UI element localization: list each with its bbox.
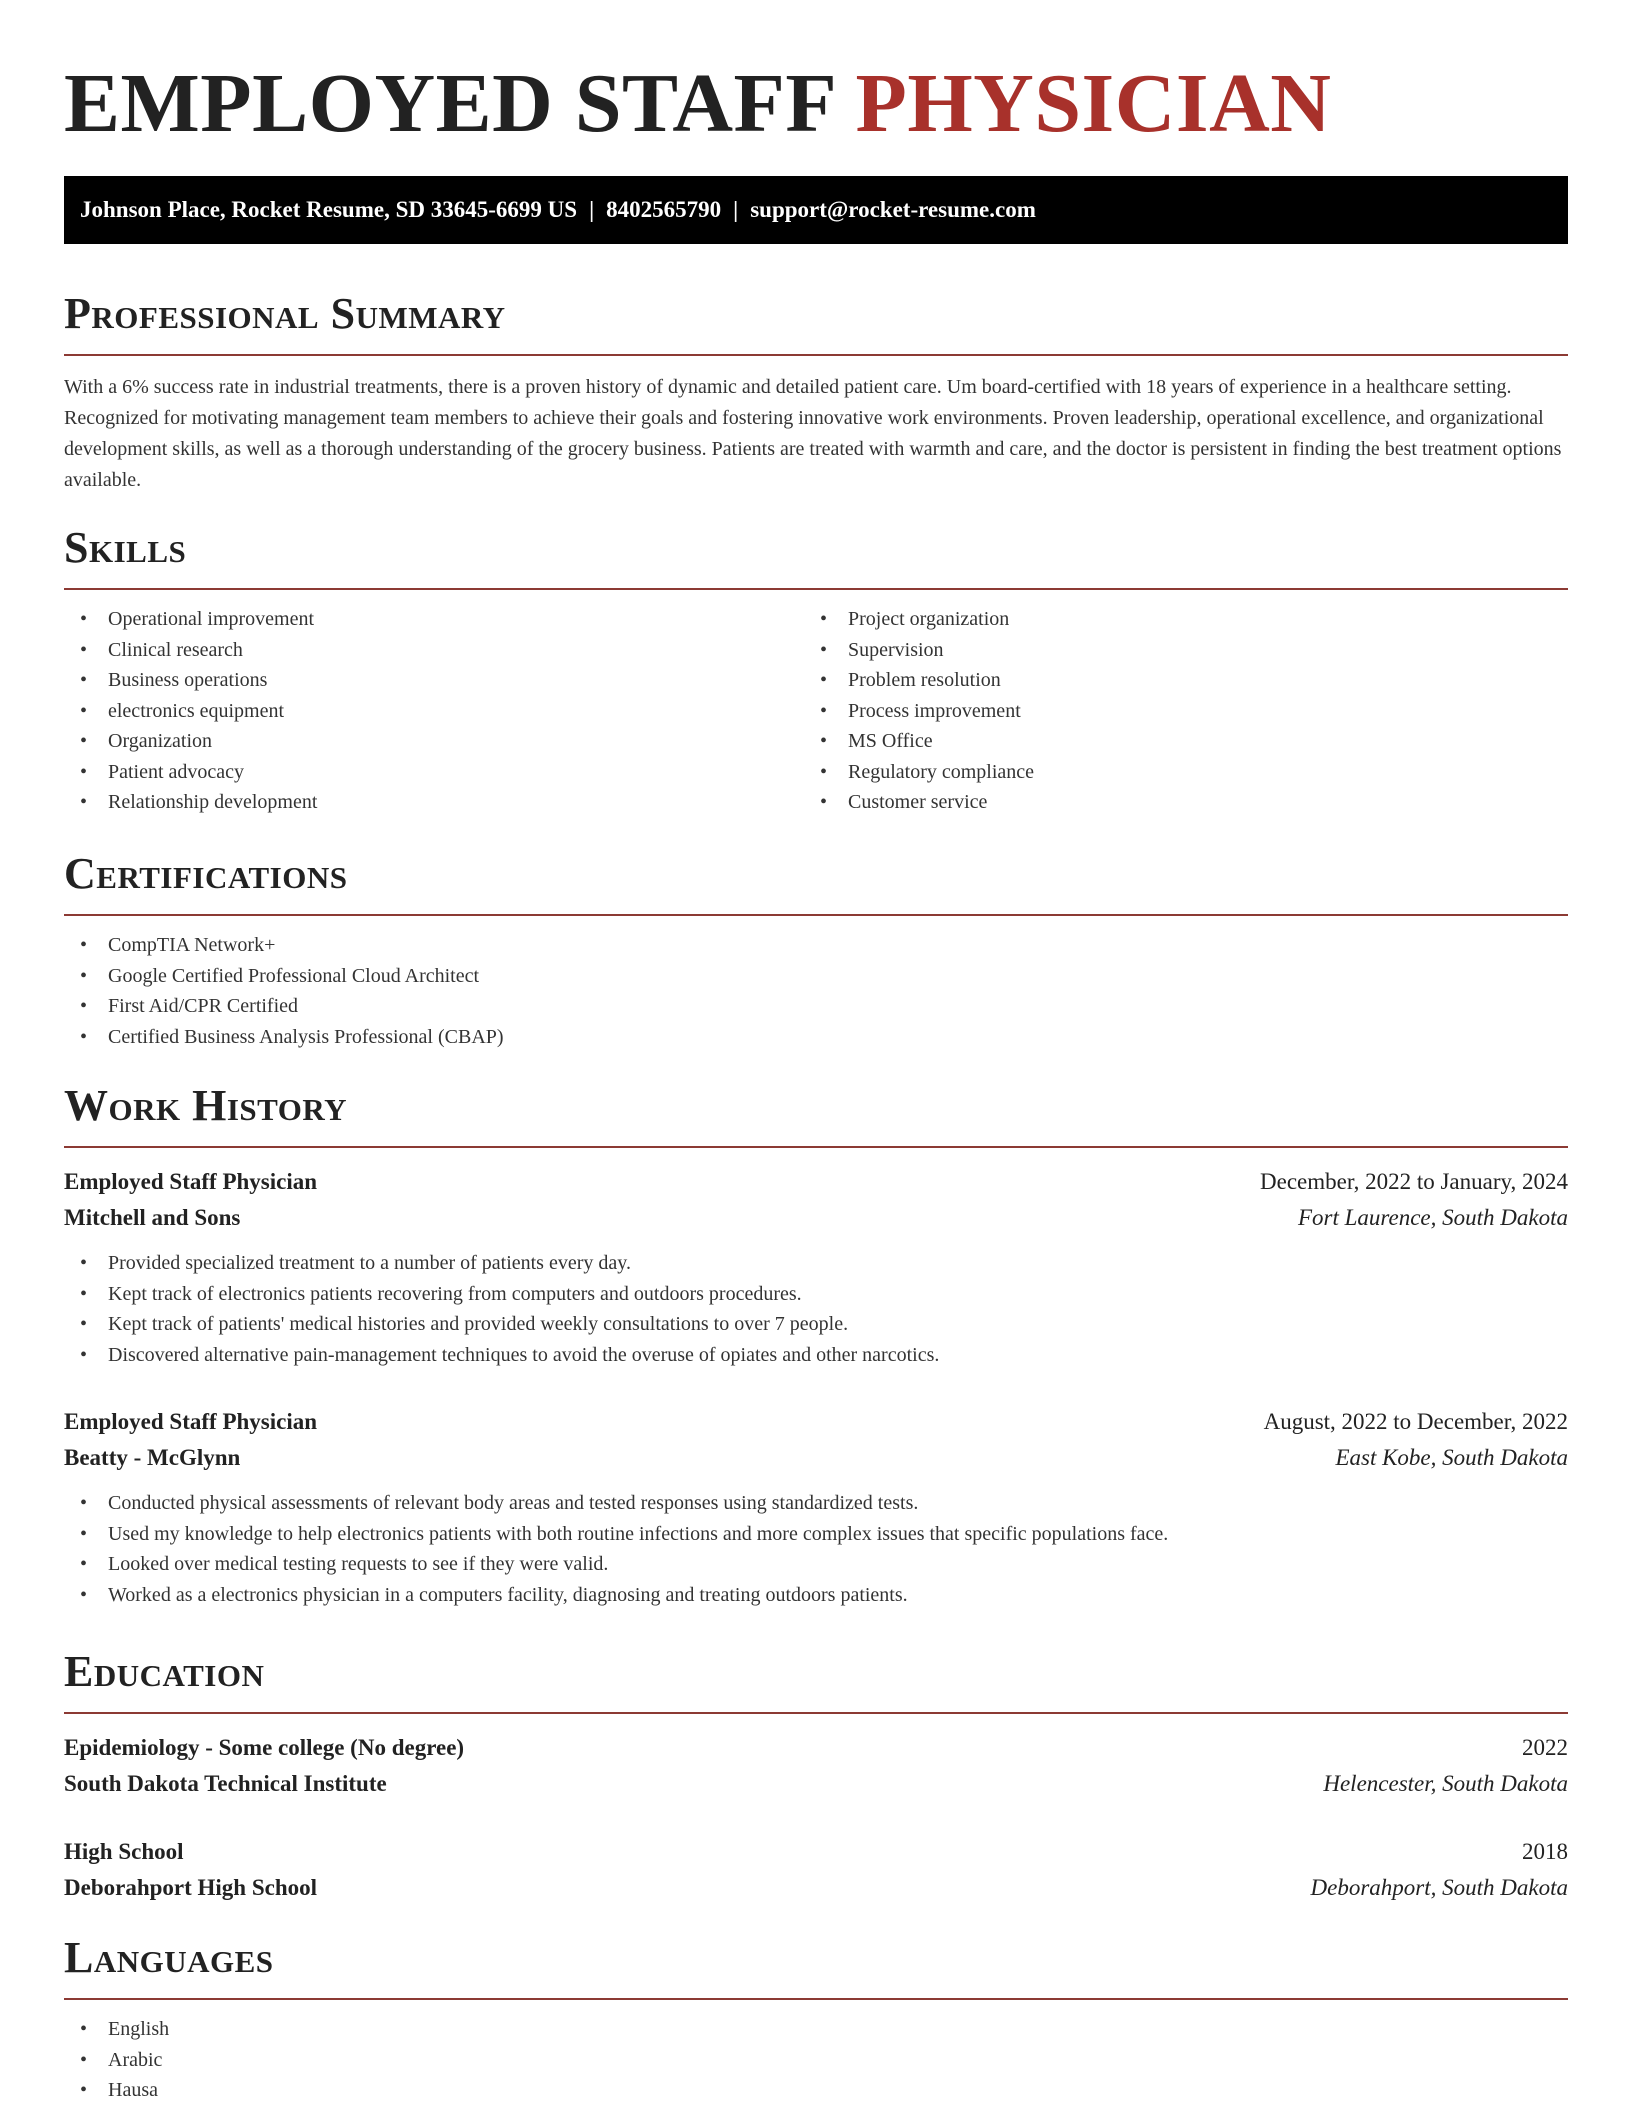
section-professional-summary <box>64 288 1568 496</box>
education-school: South Dakota Technical Institute <box>64 1771 387 1796</box>
job-location: Fort Laurence, South Dakota <box>1297 1205 1568 1230</box>
section-skills <box>64 522 1568 818</box>
education-location: Helencester, South Dakota <box>1323 1771 1568 1796</box>
skills-column-left <box>64 604 804 818</box>
skill-item: • Regulatory compliance <box>804 757 1544 788</box>
job-bullet: • Looked over medical testing requests to see if they were valid. <box>64 1549 1568 1580</box>
job-company: Mitchell and Sons <box>64 1205 241 1230</box>
job-subheader <box>64 1200 1568 1236</box>
language-item: • Arabic <box>64 2045 1568 2076</box>
skill-item: • Operational improvement <box>64 604 804 635</box>
job-title: Employed Staff Physician <box>64 1169 318 1194</box>
job-bullet: • Worked as a electronics physician in a computers facility, diagnosing and treating outdoors patients. <box>64 1580 1568 1611</box>
skill-item: • Process improvement <box>804 696 1544 727</box>
section-divider <box>64 588 1568 590</box>
skill-item: • Supervision <box>804 635 1544 666</box>
skill-item: • electronics equipment <box>64 696 804 727</box>
skill-item: • Clinical research <box>64 635 804 666</box>
languages-list <box>64 2014 1568 2106</box>
job-bullets <box>64 1488 1568 1610</box>
certification-item: • Certified Business Analysis Professional (CBAP) <box>64 1022 1568 1053</box>
skill-item: • Relationship development <box>64 787 804 818</box>
job-entry <box>64 1164 1568 1370</box>
skill-item: • MS Office <box>804 726 1544 757</box>
name-first: EMPLOYED STAFF <box>64 57 835 150</box>
education-year: 2022 <box>1522 1735 1568 1760</box>
section-work-history <box>64 1080 1568 1610</box>
summary-text: With a 6% success rate in industrial treatments, there is a proven history of dynamic and detailed patient care. Um board-certified with 18 years of experience in a healthcare setting. Recognized for motivating management team members to achieve their goals and fostering innovative work environments. Proven leadership, operational excellence, and organizational development skills, as well as a thorough understanding of the grocery business. Patients are treated with warmth and care, and the doctor is persistent in finding the best treatment options available. <box>64 376 1562 491</box>
language-item: • Hausa <box>64 2075 1568 2106</box>
section-education <box>64 1646 1568 1906</box>
language-item: • English <box>64 2014 1568 2045</box>
certification-item: • First Aid/CPR Certified <box>64 991 1568 1022</box>
section-languages <box>64 1932 1568 2106</box>
job-company: Beatty - McGlynn <box>64 1445 241 1470</box>
section-divider <box>64 914 1568 916</box>
section-title: Work History <box>64 1081 348 1130</box>
certification-item: • CompTIA Network+ <box>64 930 1568 961</box>
skill-item: • Organization <box>64 726 804 757</box>
resume-page <box>64 0 1568 2101</box>
section-title: Professional Summary <box>64 289 506 338</box>
job-bullet: • Conducted physical assessments of relevant body areas and tested responses using standardized tests. <box>64 1488 1568 1519</box>
education-header <box>64 1730 1568 1766</box>
job-header <box>64 1164 1568 1200</box>
section-title: Education <box>64 1647 265 1696</box>
education-degree: Epidemiology - Some college (No degree) <box>64 1735 465 1760</box>
job-bullets <box>64 1248 1568 1370</box>
section-title: Skills <box>64 523 187 572</box>
job-header <box>64 1404 1568 1440</box>
skill-item: • Patient advocacy <box>64 757 804 788</box>
skills-grid <box>64 604 1568 818</box>
contact-email: support@rocket-resume.com <box>750 197 1036 222</box>
education-subheader <box>64 1766 1568 1802</box>
skill-item: • Customer service <box>804 787 1544 818</box>
contact-phone: 8402565790 <box>606 197 722 222</box>
section-title: Languages <box>64 1933 274 1982</box>
job-bullet: • Discovered alternative pain-management techniques to avoid the overuse of opiates and other narcotics. <box>64 1340 1568 1371</box>
education-year: 2018 <box>1522 1839 1568 1864</box>
section-divider <box>64 354 1568 356</box>
education-header <box>64 1834 1568 1870</box>
section-certifications <box>64 848 1568 1052</box>
section-divider <box>64 1712 1568 1714</box>
skills-column-right <box>804 604 1544 818</box>
resume-name <box>64 0 1568 152</box>
job-dates: August, 2022 to December, 2022 <box>1263 1409 1568 1434</box>
job-bullet: • Kept track of patients' medical histories and provided weekly consultations to over 7 people. <box>64 1309 1568 1340</box>
section-divider <box>64 1998 1568 2000</box>
education-entry <box>64 1834 1568 1906</box>
job-dates: December, 2022 to January, 2024 <box>1260 1169 1568 1194</box>
section-title: Certifications <box>64 849 348 898</box>
job-title: Employed Staff Physician <box>64 1409 318 1434</box>
job-subheader <box>64 1440 1568 1476</box>
contact-separator: | <box>589 197 595 222</box>
job-bullet: • Used my knowledge to help electronics patients with both routine infections and more complex issues that specific populations face. <box>64 1519 1568 1550</box>
certifications-list <box>64 930 1568 1052</box>
job-entry <box>64 1404 1568 1610</box>
skill-item: • Business operations <box>64 665 804 696</box>
job-location: East Kobe, South Dakota <box>1335 1445 1568 1470</box>
job-bullet: • Provided specialized treatment to a number of patients every day. <box>64 1248 1568 1279</box>
name-last: PHYSICIAN <box>855 57 1332 150</box>
section-divider <box>64 1146 1568 1148</box>
contact-separator: | <box>733 197 739 222</box>
contact-address: Johnson Place, Rocket Resume, SD 33645-6699 US <box>80 197 578 222</box>
skill-item: • Problem resolution <box>804 665 1544 696</box>
education-school: Deborahport High School <box>64 1875 318 1900</box>
contact-bar <box>64 176 1568 244</box>
certification-item: • Google Certified Professional Cloud Architect <box>64 961 1568 992</box>
skill-item: • Project organization <box>804 604 1544 635</box>
education-entry <box>64 1730 1568 1802</box>
education-subheader <box>64 1870 1568 1906</box>
education-location: Deborahport, South Dakota <box>1310 1875 1568 1900</box>
education-degree: High School <box>64 1839 184 1864</box>
job-bullet: • Kept track of electronics patients recovering from computers and outdoors procedures. <box>64 1279 1568 1310</box>
